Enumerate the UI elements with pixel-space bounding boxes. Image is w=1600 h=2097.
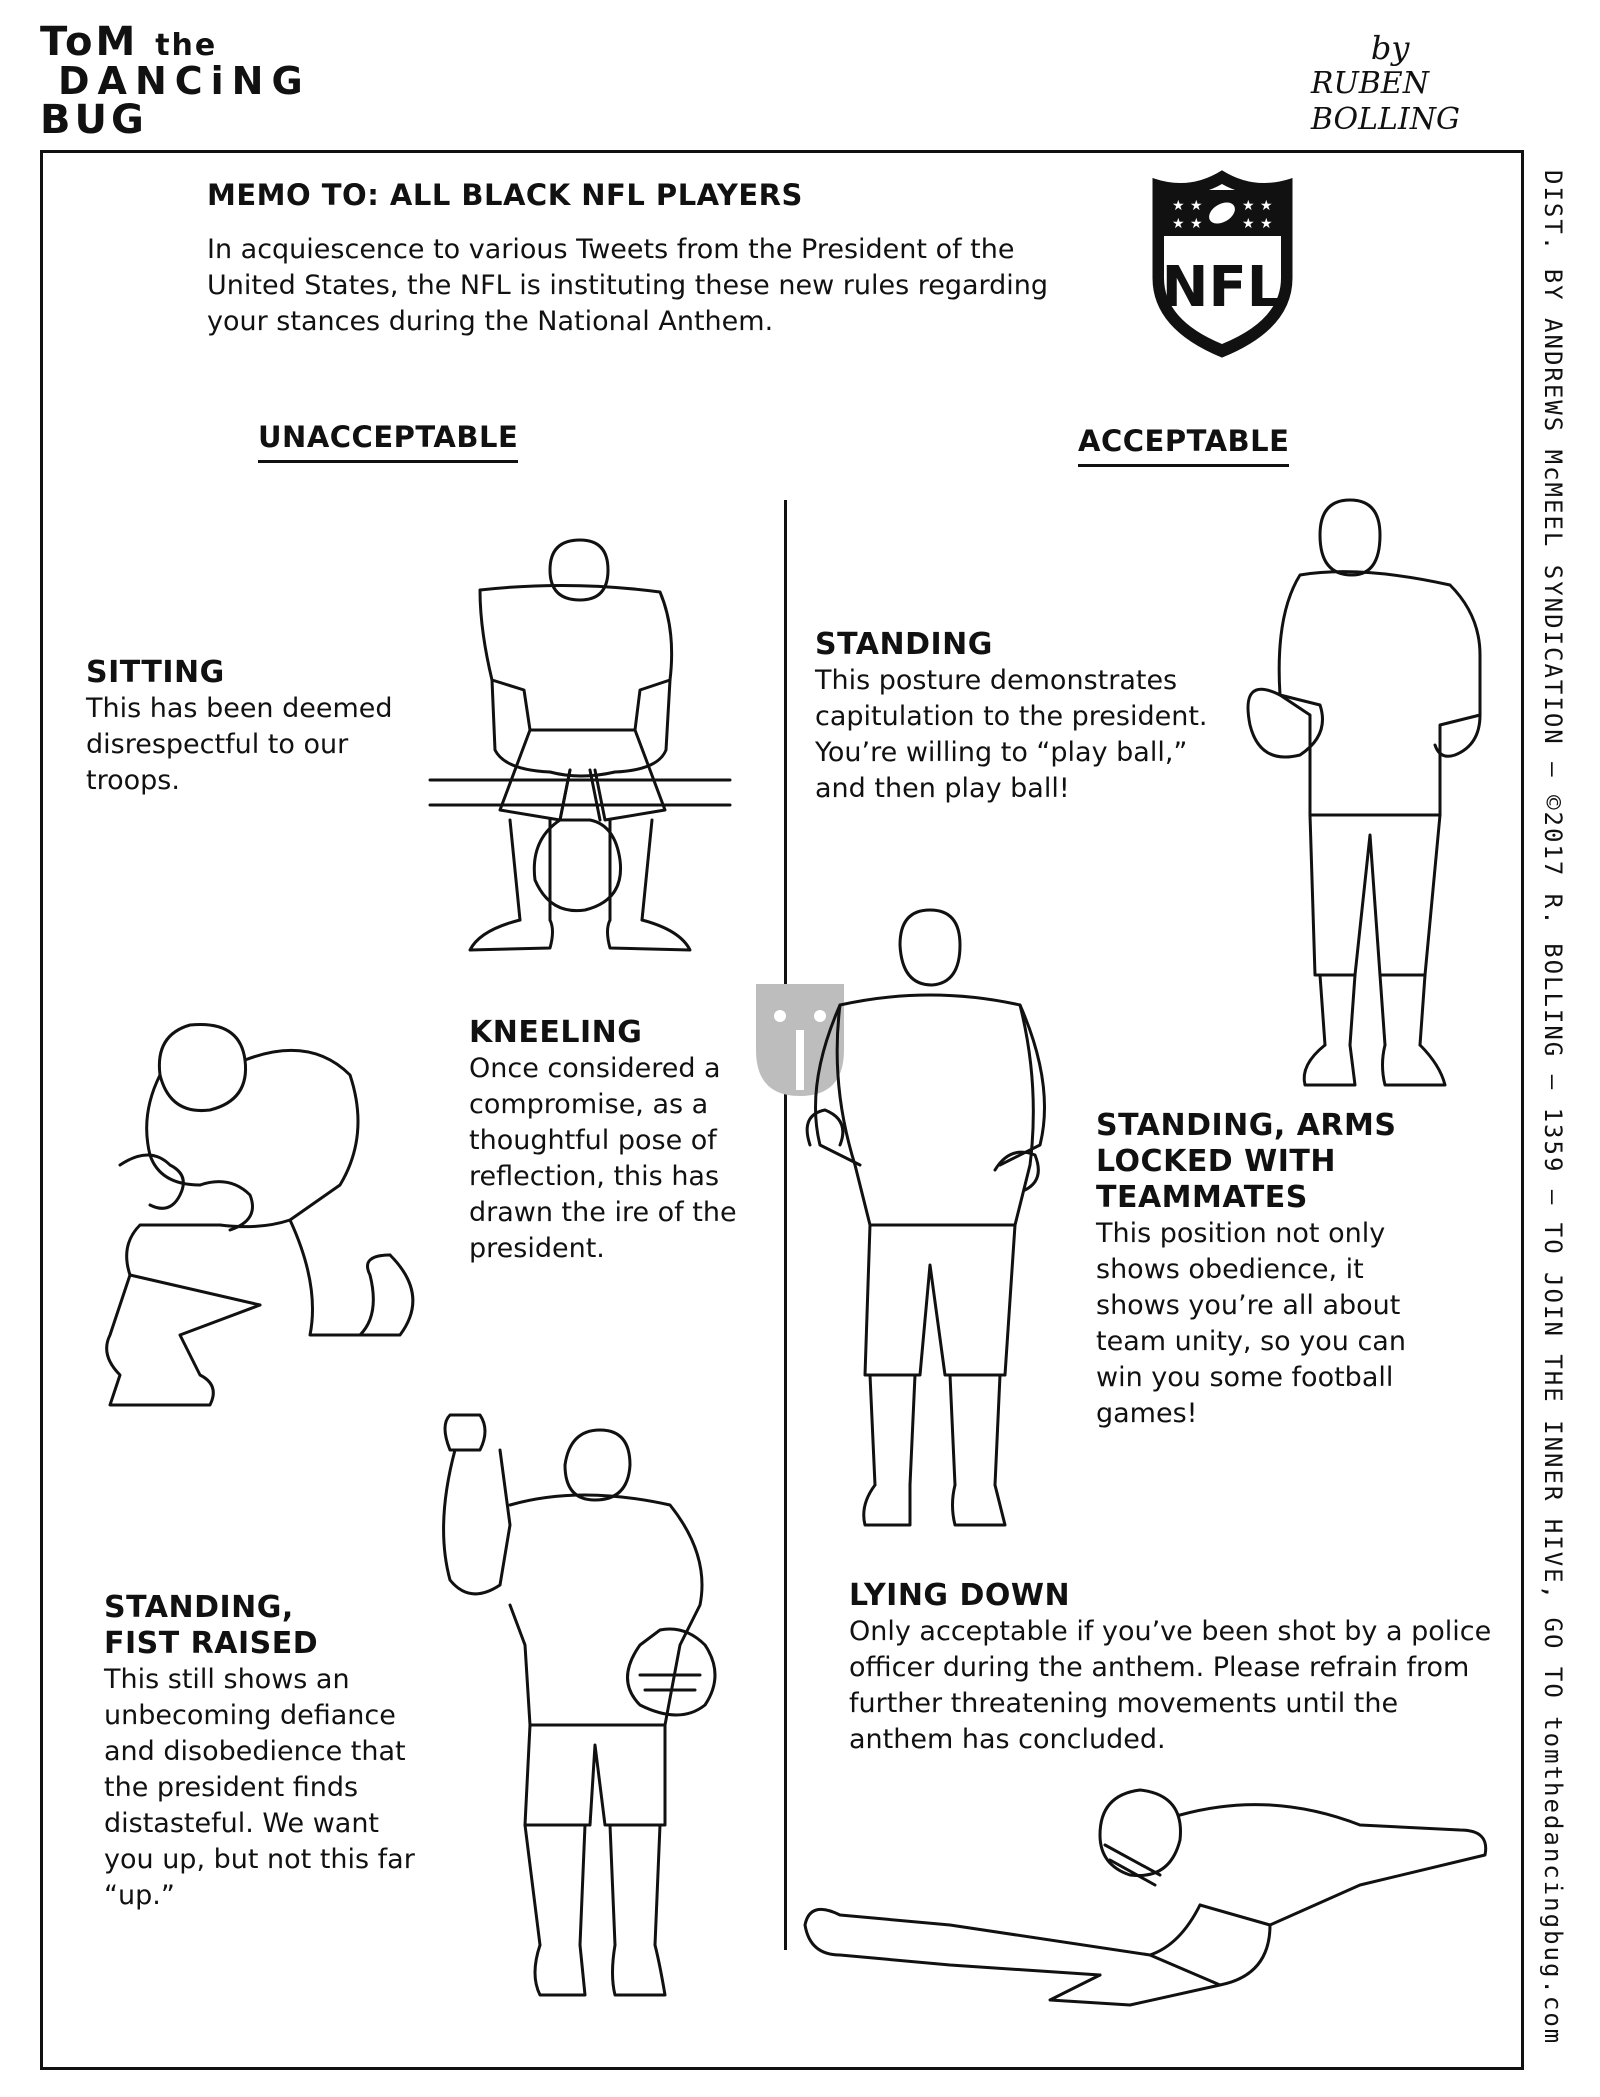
- caption-fist-raised: [104, 1590, 434, 1914]
- logo-the: the: [155, 28, 218, 63]
- caption-title: KNEELING: [469, 1015, 643, 1050]
- caption-title: LYING DOWN: [849, 1578, 1071, 1613]
- figure-arms-locked-player: [800, 905, 1080, 1545]
- caption-arms-locked: [1096, 1108, 1436, 1432]
- caption-body: Only acceptable if you’ve been shot by a police officer during the anthem. Please refrain from further threatening movements until the anthem has concluded.: [849, 1616, 1492, 1755]
- svg-text:★: ★: [1190, 216, 1203, 232]
- figure-kneeling-player: [60, 1005, 440, 1435]
- memo-title: MEMO TO: ALL BLACK NFL PLAYERS: [207, 178, 803, 212]
- comic-logo: [40, 19, 311, 143]
- caption-body: This still shows an unbecoming defiance and disobedience that the president finds distasteful. We want you up, but not this far “up.”: [104, 1664, 415, 1911]
- caption-title: STANDING, ARMS LOCKED WITH TEAMMATES: [1096, 1108, 1397, 1215]
- byline: [1311, 30, 1460, 138]
- svg-text:★: ★: [1260, 198, 1273, 214]
- column-header-acceptable: ACCEPTABLE: [1078, 424, 1289, 467]
- figure-standing-player: [1240, 495, 1500, 1095]
- figure-fist-raised-player: [430, 1405, 760, 2035]
- column-header-unacceptable: UNACCEPTABLE: [258, 420, 518, 463]
- syndication-credit: [1537, 170, 1577, 2046]
- caption-title: SITTING: [86, 655, 225, 690]
- byline-name-first: RUBEN: [1310, 66, 1429, 101]
- caption-body: Once considered a compromise, as a thoughtful pose of reflection, this has drawn the ire of the president.: [469, 1053, 737, 1264]
- svg-text:★: ★: [1172, 216, 1185, 232]
- svg-text:★: ★: [1242, 216, 1255, 232]
- logo-tom: ToM: [40, 19, 139, 65]
- figure-lying-down-player: [800, 1775, 1500, 2015]
- caption-title: STANDING, FIST RAISED: [104, 1590, 319, 1661]
- caption-body: This position not only shows obedience, it shows you’re all about team unity, so you can win you some football games!: [1096, 1218, 1406, 1429]
- caption-lying-down: [849, 1578, 1499, 1758]
- figure-sitting-player: [420, 530, 740, 970]
- nfl-shield-logo: [1150, 168, 1295, 360]
- byline-name-last: BOLLING: [1310, 102, 1460, 137]
- caption-kneeling: [469, 1015, 749, 1267]
- memo-body: In acquiescence to various Tweets from the President of the United States, the NFL is instituting these new rules regarding your stances during the National Anthem.: [207, 234, 1049, 337]
- nfl-logo-text: NFL: [1161, 255, 1283, 320]
- logo-dancing: DANCiNG: [58, 59, 311, 103]
- caption-body: This posture demonstrates capitulation to the president. You’re willing to “play ball,” and then play ball!: [815, 665, 1208, 804]
- caption-title: STANDING: [815, 627, 993, 662]
- svg-text:★: ★: [1242, 198, 1255, 214]
- caption-sitting: [86, 655, 426, 799]
- caption-body: This has been deemed disrespectful to our troops.: [86, 693, 393, 796]
- column-divider: [784, 500, 787, 1950]
- svg-text:★: ★: [1190, 198, 1203, 214]
- byline-by: by: [1370, 29, 1410, 67]
- logo-bug: BUG: [40, 97, 148, 143]
- caption-standing: [815, 627, 1245, 807]
- credit-text: DIST. BY ANDREWS McMEEL SYNDICATION – ©2017 R. BOLLING – 1359 – TO JOIN THE INNER HIVE, GO TO tomthedancingbug.com: [1539, 170, 1567, 2046]
- svg-text:★: ★: [1172, 198, 1185, 214]
- svg-text:★: ★: [1260, 216, 1273, 232]
